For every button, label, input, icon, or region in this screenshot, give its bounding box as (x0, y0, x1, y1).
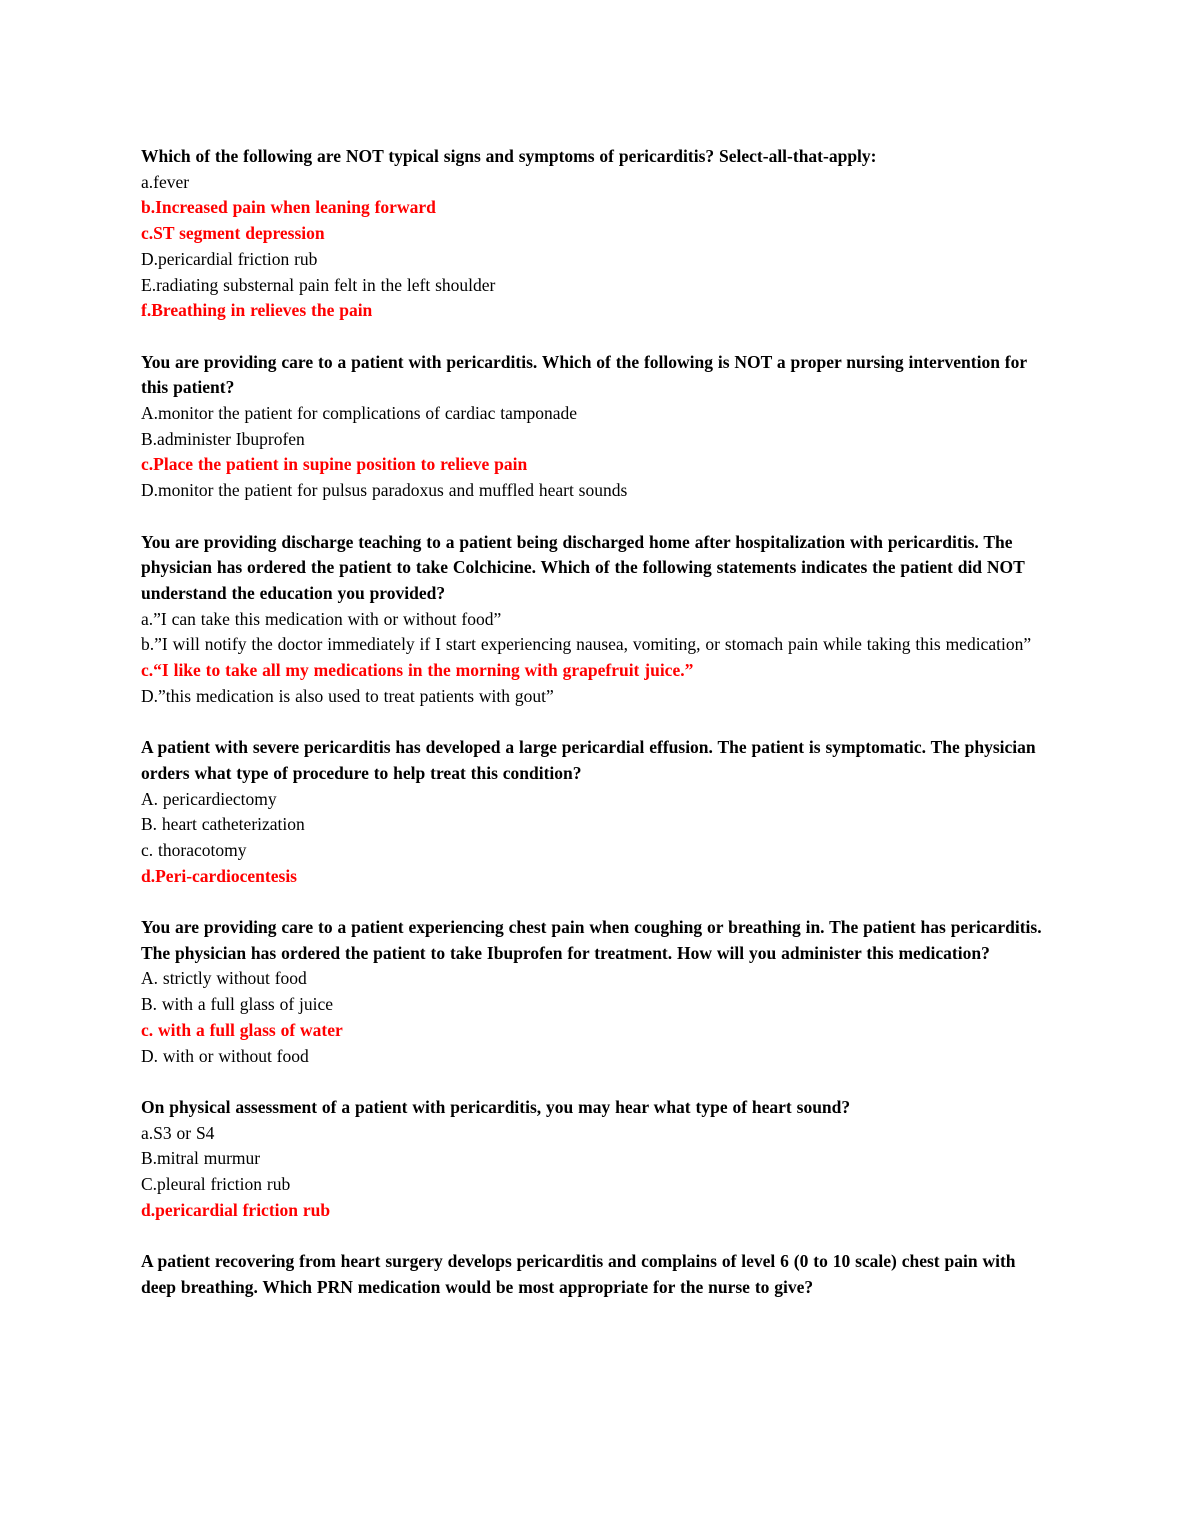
question-list (141, 144, 1051, 1301)
question-block-3 (141, 530, 1051, 710)
answer-option-highlighted: c.“I like to take all my medications in the morning with grapefruit juice.” (141, 660, 694, 681)
answer-option: B.administer Ibuprofen (141, 428, 305, 449)
answer-option: D.monitor the patient for pulsus paradoxus and muffled heart sounds (141, 480, 628, 501)
answer-option: b.”I will notify the doctor immediately if I start experiencing nausea, vomiting, or stomach pain while taking this medication” (141, 634, 1032, 655)
question-text: You are providing discharge teaching to a patient being discharged home after hospitalization with pericarditis. The physician has ordered the patient to take Colchicine. Which of the following statements indicates the patient did NOT understand the education you provided? (141, 531, 1025, 603)
answer-option: c. thoracotomy (141, 839, 247, 860)
question-text: You are providing care to a patient with pericarditis. Which of the following is NOT a proper nursing intervention for this patient? (141, 351, 1027, 398)
answer-option-highlighted: b.Increased pain when leaning forward (141, 197, 436, 218)
answer-option-highlighted: c.ST segment depression (141, 223, 325, 244)
answer-option: B.mitral murmur (141, 1148, 261, 1169)
answer-option: D.”this medication is also used to treat patients with gout” (141, 685, 554, 706)
answer-option: B. with a full glass of juice (141, 994, 334, 1015)
question-block-4 (141, 735, 1051, 889)
question-text: A patient recovering from heart surgery develops pericarditis and complains of level 6 (0 to 10 scale) chest pain with deep breathing. Which PRN medication would be most appropriate for the nurse to give? (141, 1251, 1016, 1297)
question-block-1 (141, 144, 1051, 324)
question-block-5 (141, 915, 1051, 1069)
answer-option: a.”I can take this medication with or without food” (141, 608, 502, 629)
answer-option: A. pericardiectomy (141, 788, 277, 809)
answer-option: a.S3 or S4 (141, 1122, 215, 1143)
question-text: Which of the following are NOT typical signs and symptoms of pericarditis? Select-all-that-apply: (141, 146, 877, 166)
answer-option: D. with or without food (141, 1045, 309, 1066)
answer-option: a.fever (141, 171, 190, 192)
answer-option: D.pericardial friction rub (141, 248, 318, 269)
answer-option: B. heart catheterization (141, 814, 305, 835)
answer-option-highlighted: c. with a full glass of water (141, 1019, 343, 1040)
question-block-2 (141, 350, 1051, 504)
question-block-6 (141, 1095, 1051, 1224)
answer-option-highlighted: d.pericardial friction rub (141, 1199, 331, 1220)
answer-option: A. strictly without food (141, 968, 307, 989)
answer-option: C.pleural friction rub (141, 1174, 291, 1195)
question-text: You are providing care to a patient experiencing chest pain when coughing or breathing in. The patient has pericarditis. The physician has ordered the patient to take Ibuprofen for treatment. How will you administer this medication? (141, 917, 1042, 963)
answer-option-highlighted: d.Peri-cardiocentesis (141, 865, 297, 886)
question-block-7 (141, 1249, 1051, 1300)
question-text: A patient with severe pericarditis has developed a large pericardial effusion. The patient is symptomatic. The physician orders what type of procedure to help treat this condition? (141, 737, 1036, 783)
question-text: On physical assessment of a patient with pericarditis, you may hear what type of heart sound? (141, 1096, 851, 1117)
answer-option-highlighted: f.Breathing in relieves the pain (141, 300, 373, 321)
answer-option: E.radiating substernal pain felt in the left shoulder (141, 274, 496, 295)
answer-option-highlighted: c.Place the patient in supine position to relieve pain (141, 454, 528, 475)
answer-option: A.monitor the patient for complications of cardiac tamponade (141, 403, 577, 424)
